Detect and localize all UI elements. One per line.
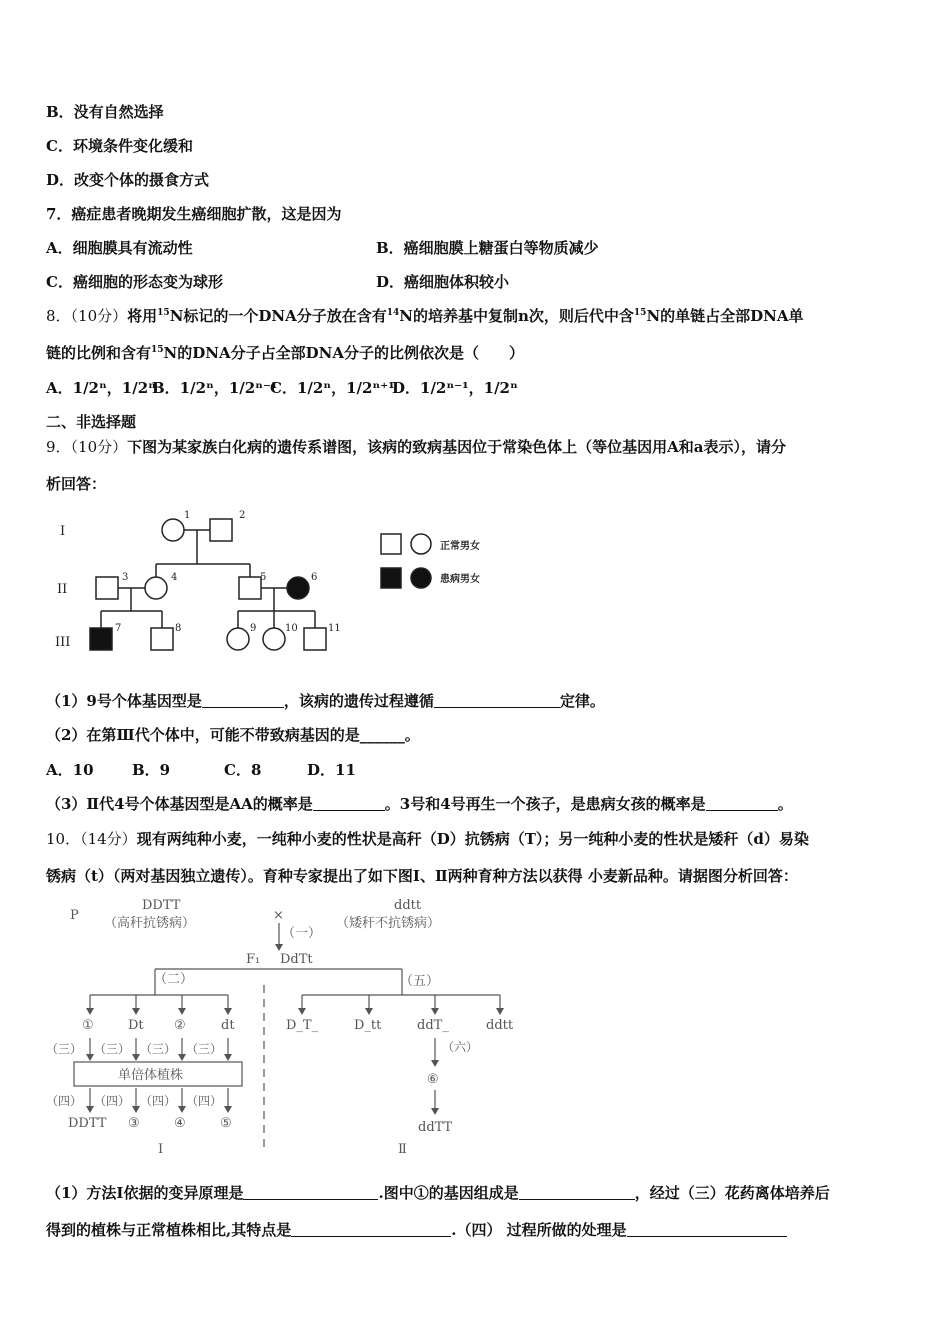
gamete-circ1: ① — [82, 1018, 94, 1033]
legend-affected-label: 患病男女 — [440, 574, 480, 585]
answer-blank-genotype-1[interactable] — [519, 1185, 635, 1200]
q9-sub2-option-d: D．11 — [307, 761, 356, 779]
q8-option-a: A．1/2ⁿ，1/2ⁿ — [46, 379, 156, 397]
answer-blank-treatment[interactable] — [627, 1222, 787, 1237]
answer-blank-aa-prob[interactable] — [313, 796, 385, 811]
id-label-7: 7 — [115, 623, 122, 634]
arrowhead-final — [431, 1108, 439, 1115]
id-label-11: 11 — [328, 623, 341, 634]
q8-text-4: N的单链占全部DNA单 — [646, 307, 804, 325]
answer-blank-law[interactable] — [434, 693, 560, 708]
q9-sub2-option-b: B．9 — [132, 761, 171, 779]
q8-text-1: 将用 — [127, 307, 158, 325]
q8-option-b: B．1/2ⁿ，1/2ⁿ⁻¹ — [152, 379, 278, 397]
q9-sub2-option-c: C．8 — [224, 761, 262, 779]
legend-affected-male-icon — [381, 568, 401, 588]
individual-9-female — [227, 628, 249, 650]
method-1-label: Ⅰ — [158, 1142, 164, 1157]
f2-ddtt: ddtt — [486, 1018, 514, 1033]
q10-sub1-text-e: .（四） 过程所做的处理是 — [451, 1221, 627, 1239]
result-ddtt: DDTT — [68, 1116, 107, 1131]
parent1-genotype: DDTT — [142, 898, 181, 913]
legend-normal-male-icon — [381, 534, 401, 554]
q7-option-c: C．癌细胞的形态变为球形 — [46, 273, 223, 291]
step-4-label-c: （四） — [140, 1094, 177, 1108]
gen-label-3: III — [55, 635, 71, 650]
step-3-label-c: （三） — [140, 1042, 177, 1056]
final-genotype: ddTT — [418, 1120, 453, 1135]
gamete-dt-upper: Dt — [128, 1018, 144, 1033]
individual-8-male — [151, 628, 173, 650]
id-label-4: 4 — [171, 572, 178, 583]
circ6-label: ⑥ — [427, 1072, 439, 1087]
p-label: P — [70, 908, 79, 923]
legend-normal-female-icon — [411, 534, 431, 554]
legend-normal-label: 正常男女 — [440, 541, 480, 552]
q6-option-d: D．改变个体的摄食方式 — [46, 171, 210, 189]
individual-3-male — [96, 577, 118, 599]
step-5-label: （五） — [400, 974, 440, 989]
step-4-label-d: （四） — [186, 1094, 223, 1108]
result-circ3: ③ — [128, 1116, 140, 1131]
q9-stem-text1: 下图为某家族白化病的遗传系谱图，该病的致病基因位于常染色体上（等位基因用A和a表示），请分 — [127, 438, 787, 456]
individual-2-male — [210, 519, 232, 541]
f1-genotype: DdTt — [280, 952, 313, 967]
id-label-6: 6 — [311, 572, 318, 583]
f2-d-tt: D_tt — [354, 1018, 382, 1033]
arrowhead-step-1 — [275, 944, 283, 951]
q9-sub2-option-a: A．10 — [46, 761, 94, 779]
q8-stem-line2 — [46, 343, 524, 363]
q10-stem-text1: 现有两纯种小麦，一纯种小麦的性状是高秆（D）抗锈病（T）；另一纯种小麦的性状是矮秆（d）易染 — [136, 830, 809, 848]
parent2-genotype: ddtt — [394, 898, 422, 913]
q9-sub2: （2）在第Ⅲ代个体中，可能不带致病基因的是______。 — [46, 726, 420, 744]
q10-sub1-line2 — [46, 1220, 787, 1240]
id-label-9: 9 — [250, 623, 257, 634]
q10-sub1-text-d: 得到的植株与正常植株相比,其特点是 — [46, 1221, 292, 1239]
individual-6-affected-female — [287, 577, 309, 599]
f2-d-t: D_T_ — [286, 1018, 319, 1033]
q10-sub1-text-b: .图中①的基因组成是 — [378, 1184, 519, 1202]
parent1-trait: （高秆抗锈病） — [104, 916, 196, 931]
q10-sub1-line1 — [46, 1183, 830, 1203]
breeding-diagram — [40, 895, 540, 1160]
q8-isotope-15: 15 — [157, 308, 170, 318]
result-circ5: ⑤ — [220, 1116, 232, 1131]
left-arrows-row1 — [86, 995, 232, 1015]
q8-option-d: D．1/2ⁿ⁻¹，1/2ⁿ — [392, 379, 518, 397]
individual-10-female — [263, 628, 285, 650]
f1-label: F₁ — [246, 952, 261, 967]
individual-5-male — [239, 577, 261, 599]
individual-1-female — [162, 519, 184, 541]
gen-label-2: II — [57, 582, 68, 597]
section-heading: 二、非选择题 — [46, 413, 137, 431]
id-label-10: 10 — [285, 623, 298, 634]
q7-option-a: A．细胞膜具有流动性 — [46, 239, 193, 257]
individual-11-male — [304, 628, 326, 650]
q8-text-5: 链的比例和含有 — [46, 344, 152, 362]
step-6-label: （六） — [442, 1040, 479, 1054]
cross-sign: × — [273, 908, 284, 923]
haploid-label: 单倍体植株 — [118, 1068, 184, 1083]
gamete-circ2: ② — [174, 1018, 186, 1033]
q9-sub3 — [46, 794, 793, 814]
q8-isotope-15b: 15 — [633, 308, 647, 318]
id-label-5: 5 — [260, 572, 267, 583]
step-3-label-a: （三） — [46, 1042, 83, 1056]
q8-text-3: N的培养基中复制n次，则后代中含 — [399, 307, 634, 325]
result-circ4: ④ — [174, 1116, 186, 1131]
method-2-label: Ⅱ — [398, 1142, 407, 1157]
legend-affected-female-icon — [411, 568, 431, 588]
q9-sub1-text-c: 定律。 — [559, 692, 605, 710]
id-label-8: 8 — [175, 623, 182, 634]
step-4-label-b: （四） — [94, 1094, 131, 1108]
q8-text-2: N标记的一个DNA分子放在含有 — [169, 307, 387, 325]
gamete-dt-lower: dt — [221, 1018, 235, 1033]
q10-stem-line1 — [46, 829, 809, 849]
answer-blank-girl-prob[interactable] — [706, 796, 778, 811]
arrowhead-step-6 — [431, 1060, 439, 1067]
id-label-1: 1 — [184, 510, 191, 521]
individual-7-affected-male — [90, 628, 112, 650]
step-3-label-b: （三） — [94, 1042, 131, 1056]
q7-stem: 7．癌症患者晚期发生癌细胞扩散，这是因为 — [46, 205, 342, 223]
q9-sub3-text-b: 。3号和4号再生一个孩子，是患病女孩的概率是 — [384, 795, 706, 813]
gen-label-1: I — [60, 524, 66, 539]
answer-blank-principle[interactable] — [243, 1185, 378, 1200]
step-1-label: （一） — [282, 926, 322, 941]
q8-isotope-14: 14 — [386, 308, 400, 318]
individual-4-female — [145, 577, 167, 599]
step-3-label-d: （三） — [186, 1042, 223, 1056]
q8-stem-line1 — [46, 306, 804, 326]
answer-blank-feature[interactable] — [291, 1222, 451, 1237]
q10-score: （14分） — [80, 830, 137, 848]
answer-blank-genotype-9[interactable] — [202, 693, 284, 708]
q8-isotope-15c: 15 — [151, 345, 164, 355]
right-arrows-row1 — [298, 995, 504, 1015]
q10-sub1-text-a: （1）方法Ⅰ依据的变异原理是 — [46, 1184, 244, 1202]
q9-sub1-text-a: （1）9号个体基因型是 — [46, 692, 202, 710]
q9-sub3-text-c: 。 — [777, 795, 793, 813]
q8-text-6: N的DNA分子占全部DNA分子的比例依次是（ ） — [163, 344, 524, 362]
q6-option-b: B．没有自然选择 — [46, 103, 164, 121]
step-2-label: （二） — [154, 972, 194, 987]
q9-score: （10分） — [70, 438, 128, 456]
q6-option-c: C．环境条件变化缓和 — [46, 137, 193, 155]
q9-stem-line2: 析回答： — [46, 475, 107, 493]
q9-sub3-text-a: （3）Ⅱ代4号个体基因型是AA的概率是 — [46, 795, 313, 813]
step-4-label-a: （四） — [46, 1094, 83, 1108]
f2-dd-t: ddT_ — [417, 1018, 449, 1033]
q10-sub1-text-c: ，经过（三）花药离体培养后 — [634, 1184, 830, 1202]
q8-score: （10分） — [70, 307, 128, 325]
q8-option-c: C．1/2ⁿ，1/2ⁿ⁺¹ — [270, 379, 395, 397]
q8-number: 8． — [46, 307, 71, 325]
id-label-2: 2 — [239, 510, 246, 521]
q9-stem-line1 — [46, 437, 786, 457]
q9-number: 9． — [46, 438, 71, 456]
q10-stem-line2: 锈病（t）（两对基因独立遗传）。育种专家提出了如下图Ⅰ、Ⅱ两种育种方法以获得 小麦新品种。请据图分析回答： — [46, 867, 798, 885]
parent2-trait: （矮秆不抗锈病） — [336, 916, 441, 931]
q9-sub1-text-b: ，该病的遗传过程遵循 — [283, 692, 434, 710]
q10-number: 10． — [46, 830, 81, 848]
pedigree-chart — [40, 500, 520, 670]
q9-sub1 — [46, 691, 605, 711]
q7-option-b: B．癌细胞膜上糖蛋白等物质减少 — [376, 239, 599, 257]
q7-option-d: D．癌细胞体积较小 — [376, 273, 510, 291]
id-label-3: 3 — [122, 572, 129, 583]
